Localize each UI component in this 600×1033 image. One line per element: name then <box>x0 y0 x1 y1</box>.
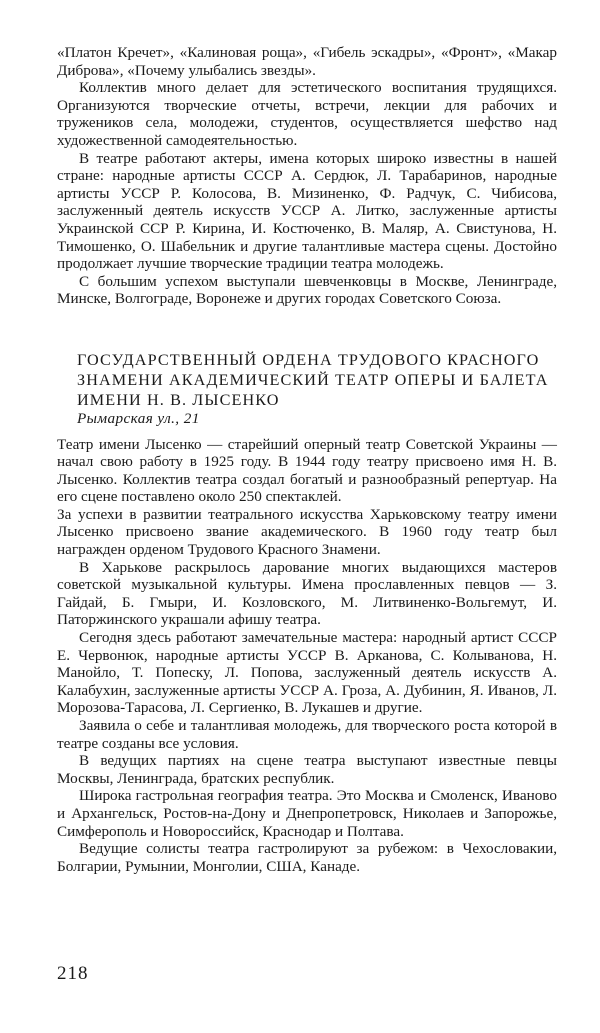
paragraph-plays-list: «Платон Кречет», «Калиновая роща», «Гибель эскадры», «Фронт», «Макар Диброва», «Почему улыбались звезды». <box>57 44 557 79</box>
book-page <box>57 44 557 875</box>
paragraph-tours: С большим успехом выступали шевченковцы в Москве, Ленинграде, Минске, Волгограде, Воронеже и других городах Советского Союза. <box>57 272 557 308</box>
paragraph-current-masters: Сегодня здесь работают замечательные мастера: народный артист СССР Е. Червонюк, народные артисты УССР В. Арканова, С. Колыванова, Н. Манойло, Т. Попеску, Л. Попова, заслуженный деятель искусств А. Калабухин, заслуженные артисты УССР А. Гроза, А. Дубинин, Я. Иванов, Л. Морозова-Тарасова, Л. Сергиенко, В. Лукашев и другие. <box>57 629 557 717</box>
paragraph-awards: За успехи в развитии театрального искусства Харьковскому театру имени Лысенко присвоено звание академического. В 1960 году театр был награжден орденом Трудового Красного Знамени. <box>57 505 557 559</box>
intro-text-block <box>57 44 557 308</box>
paragraph-guest-singers: В ведущих партиях на сцене театра выступают известные певцы Москвы, Ленинграда, братских республик. <box>57 752 557 787</box>
paragraph-actors: В театре работают актеры, имена которых широко известны в нашей стране: народные артисты СССР А. Сердюк, Л. Тарабаринов, народные артисты УССР Р. Колосова, В. Мизиненко, Ф. Радчук, С. Чибисова, заслуженный деятель искусств УССР А. Литко, заслуженные артисты Украинской ССР Р. Кирина, И. Костюченко, В. Маляр, А. Свистунова, Н. Тимошенко, О. Шабельник и другие талантливые мастера сцены. Достойно продолжает лучшие творческие традиции театра молодежь. <box>57 149 557 273</box>
lysenko-theatre-section <box>57 350 557 875</box>
section-heading: ГОСУДАРСТВЕННЫЙ ОРДЕНА ТРУДОВОГО КРАСНОГО ЗНАМЕНИ АКАДЕМИЧЕСКИЙ ТЕАТР ОПЕРЫ И БАЛЕТА ИМЕНИ Н. В. ЛЫСЕНКО <box>77 350 549 409</box>
paragraph-singers: В Харькове раскрылось дарование многих выдающихся мастеров советской музыкальной культуры. Имена прославленных певцов — З. Гайдай, Б. Гмыри, И. Козловского, М. Литвиненко-Вольгемут, И. Паторжинского украшали афишу театра. <box>57 558 557 629</box>
paragraph-youth: Заявила о себе и талантливая молодежь, для творческого роста которой в театре созданы все условия. <box>57 717 557 752</box>
paragraph-tour-geography: Широка гастрольная география театра. Это Москва и Смоленск, Иваново и Архангельск, Ростов-на-Дону и Днепропетровск, Николаев и Запорожье, Симферополь и Новороссийск, Краснодар и Полтава. <box>57 787 557 840</box>
paragraph-aesthetic-education: Коллектив много делает для эстетического воспитания трудящихся. Организуются творческие отчеты, встречи, лекции для рабочих и тружеников села, молодежи, студентов, осуществляется шефство над художественной самодеятельностью. <box>57 79 557 149</box>
section-address: Рымарская ул., 21 <box>77 409 200 427</box>
paragraph-abroad: Ведущие солисты театра гастролируют за рубежом: в Чехословакии, Болгарии, Румынии, Монголии, США, Канаде. <box>57 840 557 875</box>
paragraph-history: Театр имени Лысенко — старейший оперный театр Советской Украины — начал свою работу в 1925 году. В 1944 году театру присвоено имя Н. В. Лысенко. Коллектив театра создал богатый и разнообразный репертуар. На его сцене поставлено около 250 спектаклей. <box>57 435 557 506</box>
page-number: 218 <box>57 963 89 984</box>
